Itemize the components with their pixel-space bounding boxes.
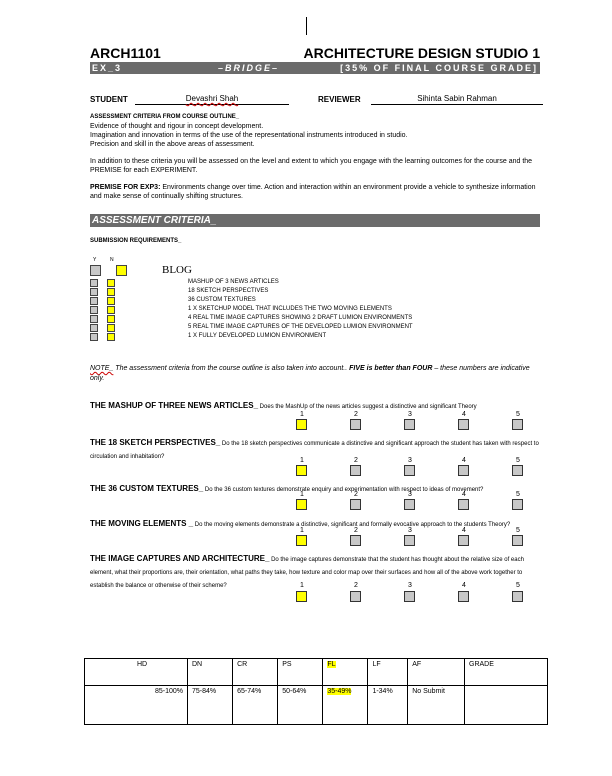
studio-title: ARCHITECTURE DESIGN STUDIO 1: [303, 45, 540, 61]
rating-row: [296, 582, 528, 606]
grade-header: PS: [278, 659, 323, 686]
req-no-checkbox[interactable]: [107, 288, 115, 296]
rating-number: 1: [300, 411, 304, 418]
rating-box-2[interactable]: [350, 591, 361, 602]
req-yes-checkbox[interactable]: [90, 333, 98, 341]
n-label: N: [110, 257, 114, 263]
rating-number: 4: [462, 457, 466, 464]
rating-number: 2: [354, 491, 358, 498]
rating-box-4[interactable]: [458, 535, 469, 546]
grade-range-row: [85, 686, 548, 725]
rating-box-3[interactable]: [404, 419, 415, 430]
req-yes-checkbox[interactable]: [90, 288, 98, 296]
rating-box-4[interactable]: [458, 465, 469, 476]
rating-number: 2: [354, 457, 358, 464]
outline-heading: ASSESSMENT CRITERIA FROM COURSE OUTLINE_: [90, 114, 240, 120]
student-label: STUDENT: [90, 95, 128, 104]
premise-paragraph: PREMISE FOR EXP3: Environments change over time. Action and interaction within an environment provide a vehicle to synthesize information and make sense of continually shifting structures.: [90, 184, 536, 200]
rating-number: 2: [354, 582, 358, 589]
text-cursor: [306, 17, 307, 35]
rating-number: 3: [408, 527, 412, 534]
y-label: Y: [93, 257, 97, 263]
question-mashup: THE MASHUP OF THREE NEWS ARTICLES_ Does the MashUp of the news articles suggest a distinctive and significant Theory: [90, 401, 477, 410]
requirement-row: [90, 324, 510, 333]
blog-yes-checkbox[interactable]: [90, 265, 101, 276]
rating-number: 3: [408, 457, 412, 464]
reviewer-label: REVIEWER: [318, 95, 361, 104]
rating-box-1[interactable]: [296, 465, 307, 476]
rating-box-2[interactable]: [350, 465, 361, 476]
requirement-label: MASHUP OF 3 NEWS ARTICLES: [188, 279, 279, 285]
rating-box-4[interactable]: [458, 499, 469, 510]
req-no-checkbox[interactable]: [107, 297, 115, 305]
rating-box-1[interactable]: [296, 499, 307, 510]
exercise-bar: [90, 62, 540, 74]
rating-box-5[interactable]: [512, 499, 523, 510]
exercise-label: EX_3: [92, 63, 123, 73]
rating-number: 5: [516, 491, 520, 498]
requirement-label: 18 SKETCH PERSPECTIVES: [188, 288, 269, 294]
rating-box-4[interactable]: [458, 591, 469, 602]
rating-box-5[interactable]: [512, 535, 523, 546]
req-yes-checkbox[interactable]: [90, 315, 98, 323]
reviewer-name[interactable]: Sihinta Sabin Rahman: [371, 94, 543, 105]
rating-box-3[interactable]: [404, 591, 415, 602]
rating-number: 2: [354, 411, 358, 418]
rating-box-2[interactable]: [350, 535, 361, 546]
rating-number: 4: [462, 411, 466, 418]
rating-number: 1: [300, 527, 304, 534]
outline-line: Evidence of thought and rigour in concept development.: [90, 123, 264, 130]
rating-box-5[interactable]: [512, 419, 523, 430]
rating-box-5[interactable]: [512, 591, 523, 602]
rating-number: 4: [462, 582, 466, 589]
requirement-row: [90, 306, 510, 315]
grade-range: 50-64%: [278, 686, 323, 725]
grade-range: 35-49%: [323, 686, 368, 725]
blog-label: BLOG: [162, 264, 192, 276]
course-code: ARCH1101: [90, 45, 161, 61]
grade-table: [84, 658, 548, 725]
requirements-list: [90, 279, 510, 342]
rating-number: 5: [516, 411, 520, 418]
req-no-checkbox[interactable]: [107, 279, 115, 287]
outline-line: Imagination and innovation in terms of the use of the representational instruments introduced in studio.: [90, 132, 408, 139]
grade-header-row: [85, 659, 548, 686]
rating-number: 1: [300, 457, 304, 464]
requirement-row: [90, 279, 510, 288]
grade-range: No Submit: [408, 686, 465, 725]
outline-line: Precision and skill in the above areas of assessment.: [90, 141, 255, 148]
student-name[interactable]: Devashri Shah: [135, 94, 289, 105]
question-moving-elements: THE MOVING ELEMENTS _ Do the moving elements demonstrate a distinctive, significant and formally evocative approach to the students Theory?: [90, 519, 511, 528]
rating-row: [296, 457, 528, 481]
rating-box-2[interactable]: [350, 419, 361, 430]
grade-range: 75-84%: [188, 686, 233, 725]
question-sketch-perspectives: THE 18 SKETCH PERSPECTIVES_ Do the 18 sketch perspectives communicate a distinctive and significant approach the student has taken with respect to circulation and inhabitation?: [90, 438, 539, 460]
rating-number: 2: [354, 527, 358, 534]
rating-number: 4: [462, 491, 466, 498]
rating-box-1[interactable]: [296, 419, 307, 430]
rating-box-2[interactable]: [350, 499, 361, 510]
rating-number: 1: [300, 582, 304, 589]
note-paragraph: NOTE_ The assessment criteria from the course outline is also taken into account.. FIVE is better than FOUR – these numbers are indicative only.: [90, 365, 530, 382]
req-yes-checkbox[interactable]: [90, 324, 98, 332]
rating-box-3[interactable]: [404, 465, 415, 476]
question-image-captures: THE IMAGE CAPTURES AND ARCHITECTURE_ Do the image captures demonstrate that the student has thought about the relative size of each element, what their proportions are, their orientation, what paths they take, how texture and color map over their surfaces and how all of the above work together to establish the balance or otherwise of their scheme?: [90, 554, 524, 589]
req-yes-checkbox[interactable]: [90, 306, 98, 314]
submission-heading: SUBMISSION REQUIREMENTS_: [90, 238, 182, 244]
grade-header: GRADE: [465, 659, 548, 686]
req-yes-checkbox[interactable]: [90, 297, 98, 305]
rating-number: 5: [516, 457, 520, 464]
grade-header: FL: [323, 659, 368, 686]
req-yes-checkbox[interactable]: [90, 279, 98, 287]
requirement-row: [90, 297, 510, 306]
outline-block: [90, 114, 540, 201]
req-no-checkbox[interactable]: [107, 324, 115, 332]
requirement-label: 36 CUSTOM TEXTURES: [188, 297, 256, 303]
requirement-label: 1 X SKETCHUP MODEL THAT INCLUDES THE TWO MOVING ELEMENTS: [188, 306, 392, 312]
grade-header: LF: [368, 659, 408, 686]
assessment-criteria-title: ASSESSMENT CRITERIA_: [90, 214, 540, 227]
rating-row: [296, 491, 528, 515]
requirement-label: 1 X FULLY DEVELOPED LUMION ENVIRONMENT: [188, 333, 327, 339]
requirement-row: [90, 315, 510, 324]
outline-addition: In addition to these criteria you will be assessed on the level and extent to which you engage with the learning outcomes for the course and the PREMISE for each EXPERIMENT.: [90, 158, 533, 174]
grade-header: DN: [188, 659, 233, 686]
req-no-checkbox[interactable]: [107, 306, 115, 314]
rating-number: 5: [516, 582, 520, 589]
weight-label: [35% OF FINAL COURSE GRADE]: [340, 63, 538, 73]
grade-header: AF: [408, 659, 465, 686]
requirement-label: 5 REAL TIME IMAGE CAPTURES OF THE DEVELOPED LUMION ENVIRONMENT: [188, 324, 413, 330]
rating-box-4[interactable]: [458, 419, 469, 430]
req-no-checkbox[interactable]: [107, 333, 115, 341]
rating-box-1[interactable]: [296, 591, 307, 602]
rating-row: [296, 527, 528, 551]
rating-box-5[interactable]: [512, 465, 523, 476]
rating-box-1[interactable]: [296, 535, 307, 546]
grade-value-cell[interactable]: [465, 686, 548, 725]
requirement-row: [90, 333, 510, 342]
grade-range: 65-74%: [233, 686, 278, 725]
grade-range: 1-34%: [368, 686, 408, 725]
rating-number: 4: [462, 527, 466, 534]
requirement-label: 4 REAL TIME IMAGE CAPTURES SHOWING 2 DRAFT LUMION ENVIRONMENTS: [188, 315, 413, 321]
grade-range: 85-100%: [85, 686, 188, 725]
rating-number: 1: [300, 491, 304, 498]
grade-header: CR: [233, 659, 278, 686]
question-custom-textures: THE 36 CUSTOM TEXTURES_ Do the 36 custom textures demonstrate enquiry and experimentation with respect to ideas of movement?: [90, 484, 484, 493]
rating-box-3[interactable]: [404, 499, 415, 510]
rating-number: 3: [408, 491, 412, 498]
rating-number: 3: [408, 411, 412, 418]
rating-number: 5: [516, 527, 520, 534]
req-no-checkbox[interactable]: [107, 315, 115, 323]
project-label: –BRIDGE–: [218, 63, 280, 73]
rating-number: 3: [408, 582, 412, 589]
requirement-row: [90, 288, 510, 297]
rating-row: [296, 411, 528, 435]
rating-box-3[interactable]: [404, 535, 415, 546]
blog-no-checkbox[interactable]: [116, 265, 127, 276]
grade-header: HD: [85, 659, 188, 686]
